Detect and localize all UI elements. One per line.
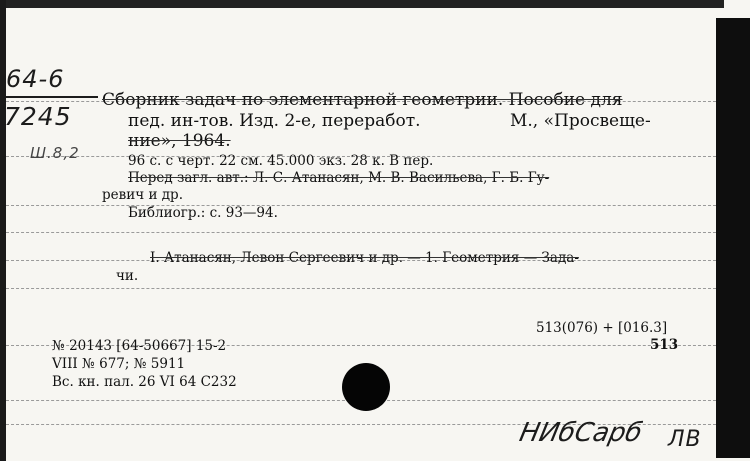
entry-authors-line-2: ревич и др.	[102, 187, 183, 203]
entry-bibliography: Библиогр.: с. 93—94.	[128, 205, 278, 221]
entry-title-line-3: ние», 1964.	[128, 131, 231, 151]
registry-line-2: VIII № 677; № 5911	[52, 356, 186, 372]
scan-edge-notch	[724, 0, 750, 18]
entry-publisher: М., «Просвеще-	[510, 111, 651, 131]
entry-subject-line-2: чи.	[116, 268, 139, 284]
punched-hole	[342, 363, 390, 411]
registry-line-1: № 20143 [64-50667] 15-2	[52, 338, 227, 354]
entry-title-line-1: Сборник задач по элементарной геометрии. Пособие для	[102, 90, 623, 110]
entry-subject-line-1: I. Атанасян, Левон Сергеевич и др. — 1. Геометрия — Зада-	[150, 250, 579, 266]
handwritten-signature: НИбСарб	[516, 418, 645, 448]
scan-edge-top	[0, 0, 750, 8]
scan-edge-right	[716, 18, 750, 458]
handwritten-code-number: 7245	[4, 102, 72, 131]
entry-title-line-2: пед. ин-тов. Изд. 2-е, переработ.	[128, 111, 421, 131]
handwritten-margin-note: Ш.8,2	[30, 144, 80, 162]
ruled-line	[6, 205, 716, 206]
udc-classification: 513(076) + [016.3]	[536, 320, 668, 336]
entry-physical-description: 96 с. с черт. 22 см. 45.000 экз. 28 к. В пер.	[128, 153, 434, 169]
handwritten-code-top: 64-6	[6, 65, 65, 93]
handwritten-underline	[6, 96, 98, 98]
registry-line-3: Вс. кн. пал. 26 VI 64 C232	[52, 374, 237, 390]
bbk-classification: 513	[650, 337, 679, 353]
handwritten-initials: ЛВ	[668, 427, 702, 452]
entry-authors-line-1: Перед загл. авт.: Л. С. Атанасян, М. В. Васильева, Г. Б. Гу-	[128, 170, 550, 186]
ruled-line	[6, 288, 716, 289]
ruled-line	[6, 232, 716, 233]
